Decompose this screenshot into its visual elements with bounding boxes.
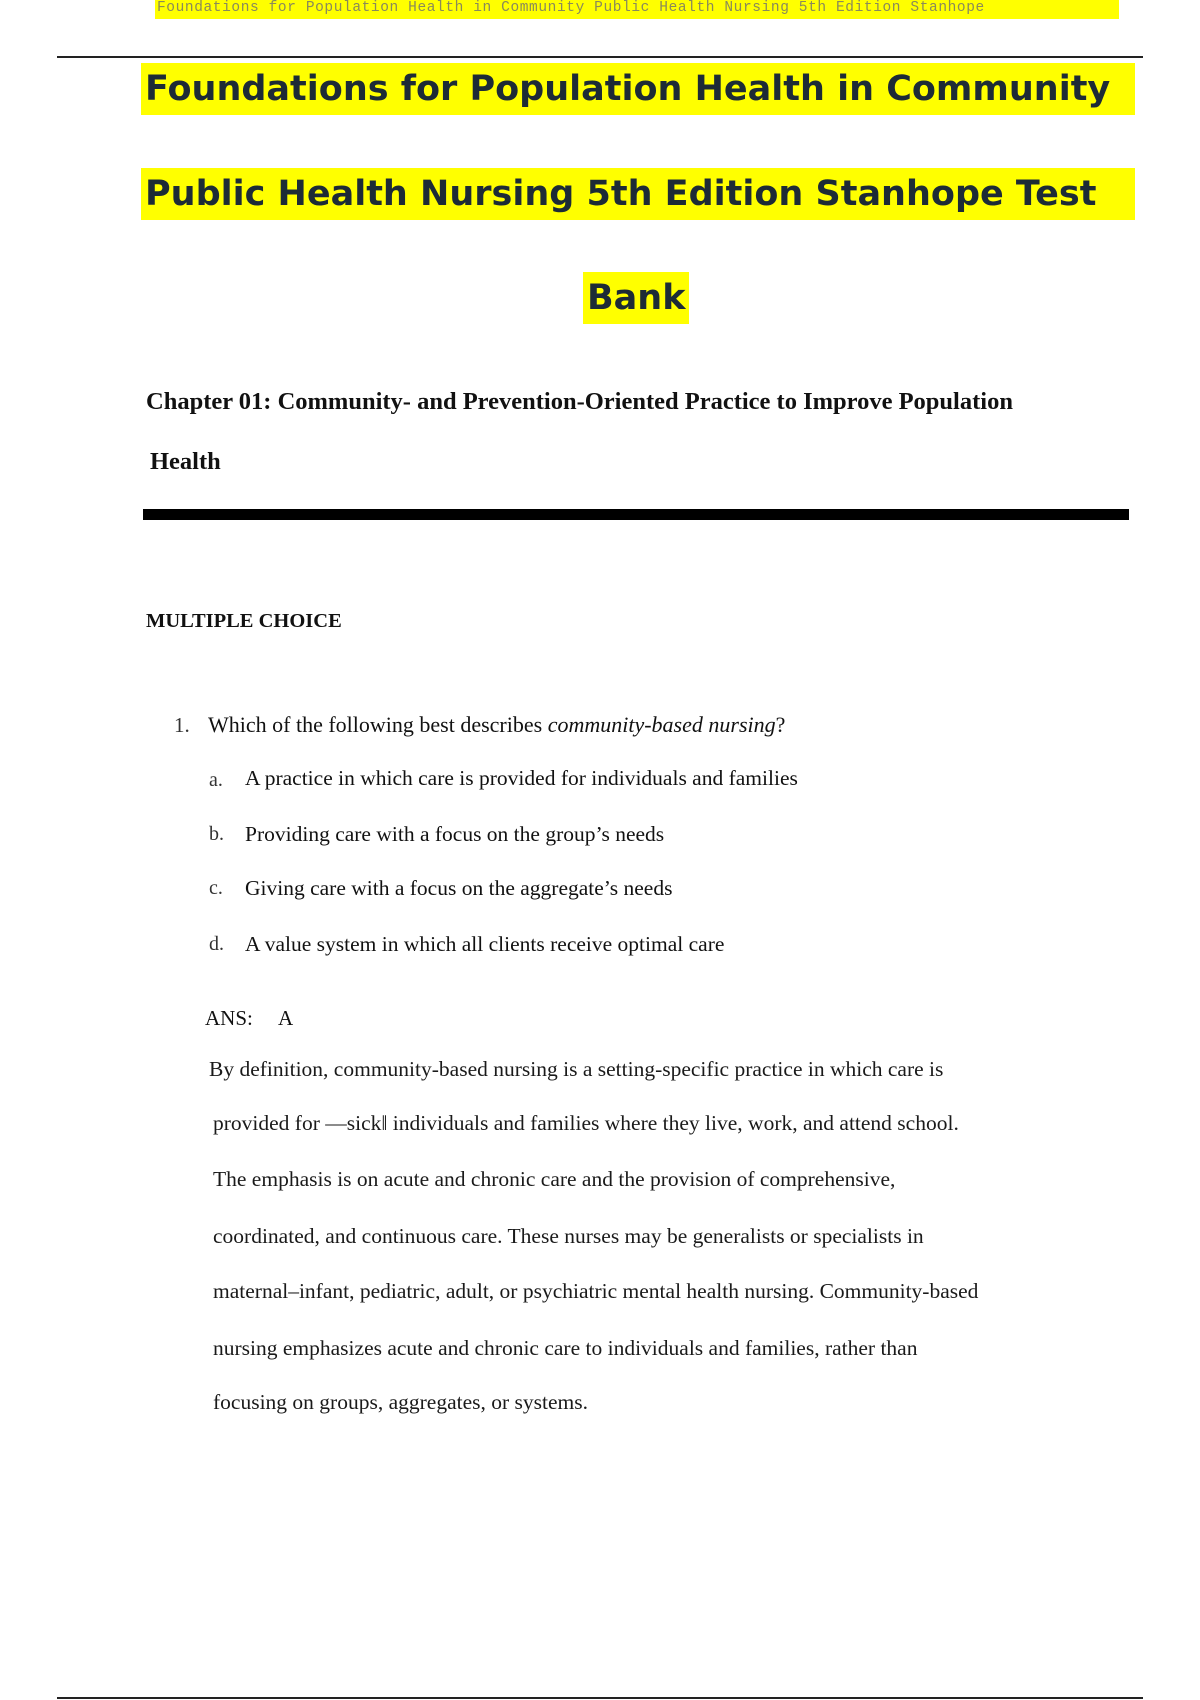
rationale-line: nursing emphasizes acute and chronic care to individuals and families, rather than — [213, 1336, 918, 1360]
answer-value: A — [278, 1006, 294, 1030]
rationale-line: coordinated, and continuous care. These nurses may be generalists or specialists in — [213, 1224, 924, 1248]
bottom-divider — [57, 1697, 1143, 1699]
question-text-after: ? — [775, 712, 786, 737]
option-d-letter: d. — [209, 933, 224, 955]
question-number: 1. — [174, 713, 190, 737]
rationale-line: By definition, community-based nursing is a setting-specific practice in which care is — [209, 1057, 944, 1081]
question-text — [208, 711, 785, 739]
option-d-text: A value system in which all clients receive optimal care — [245, 932, 725, 956]
chapter-title-line-2: Health — [150, 448, 221, 475]
rationale-line: maternal–infant, pediatric, adult, or psychiatric mental health nursing. Community-based — [213, 1279, 979, 1303]
option-c-letter: c. — [209, 877, 223, 899]
document-title-line-2: Public Health Nursing 5th Edition Stanhope Test — [141, 168, 1135, 220]
option-b-letter: b. — [209, 823, 224, 845]
running-header: Foundations for Population Health in Community Public Health Nursing 5th Edition Stanhope — [155, 0, 1119, 19]
option-a-letter: a. — [209, 769, 223, 791]
document-title-line-3: Bank — [583, 272, 689, 324]
rationale-line: focusing on groups, aggregates, or systems. — [213, 1390, 588, 1414]
top-divider — [57, 56, 1143, 58]
option-b-text: Providing care with a focus on the group’s needs — [245, 822, 665, 846]
answer-label: ANS: — [205, 1006, 253, 1030]
rationale-line: The emphasis is on acute and chronic care and the provision of comprehensive, — [213, 1167, 896, 1191]
rationale-line: provided for ―sick‖ individuals and families where they live, work, and attend school. — [213, 1111, 959, 1135]
chapter-divider — [143, 509, 1129, 520]
question-text-italic: community-based nursing — [547, 712, 776, 737]
option-a-text: A practice in which care is provided for individuals and families — [245, 766, 798, 790]
chapter-title-line-1: Chapter 01: Community- and Prevention-Oriented Practice to Improve Population — [146, 388, 1013, 415]
question-text-before: Which of the following best describes — [208, 712, 548, 737]
option-c-text: Giving care with a focus on the aggregate’s needs — [245, 876, 673, 900]
section-heading: MULTIPLE CHOICE — [146, 610, 342, 632]
document-title-line-1: Foundations for Population Health in Community — [141, 63, 1135, 115]
